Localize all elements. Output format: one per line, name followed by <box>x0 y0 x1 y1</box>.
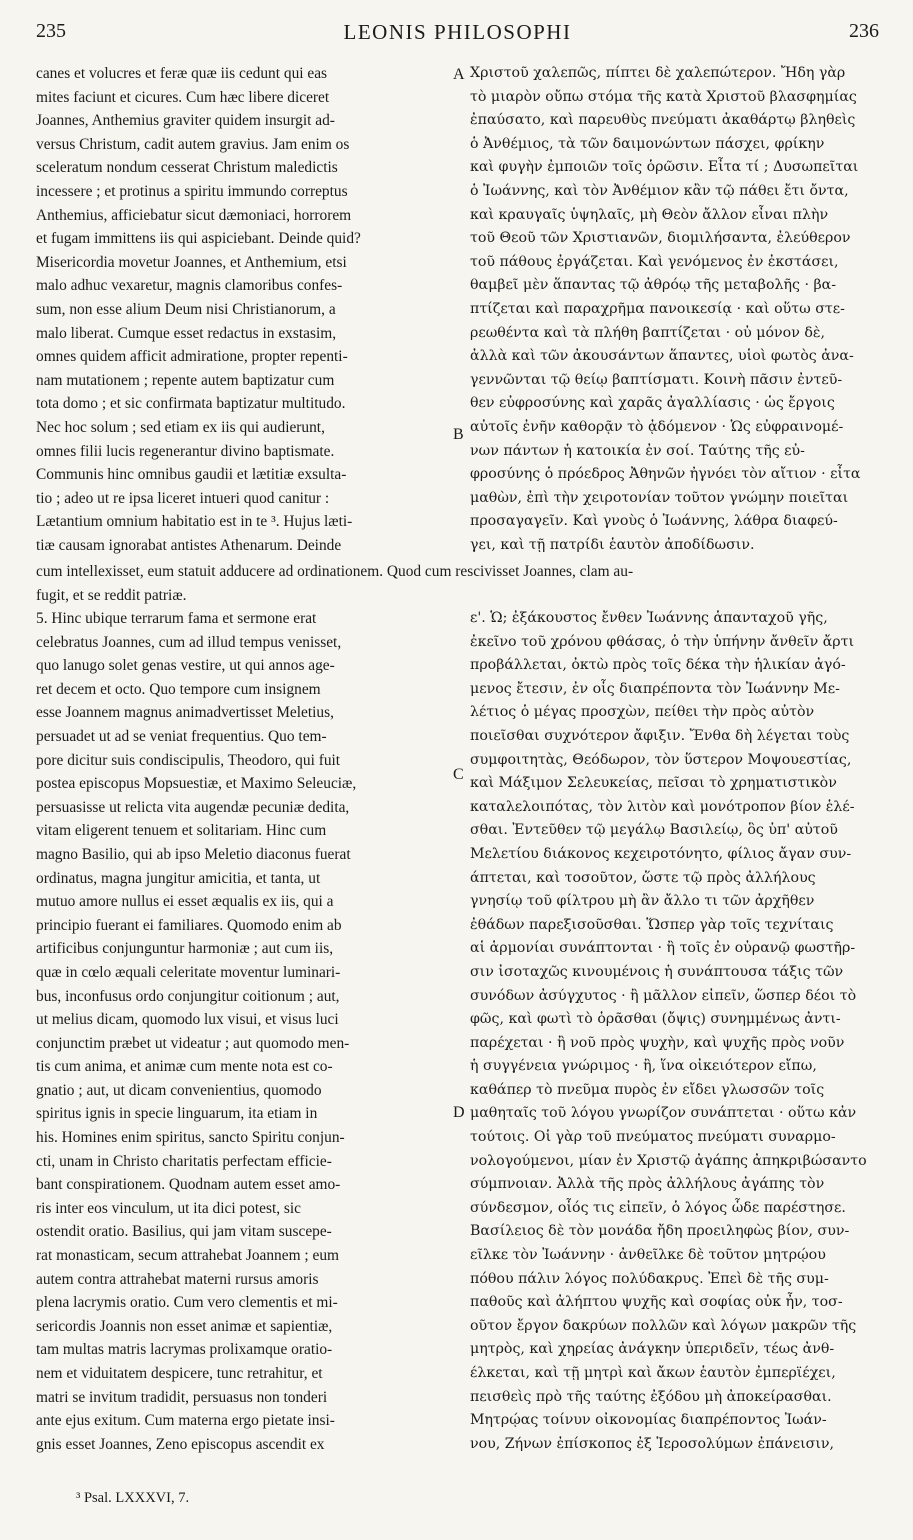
greek-line: θεν εὐφροσύνης καὶ χαρᾶς ἀγαλλίασις · ὡς ἔργοις <box>470 395 835 412</box>
greek-line: οῦτον ἔργον δακρύων πολλῶν καὶ λόγων μακρῶν τῆς <box>470 1317 857 1334</box>
latin-line: autem contra attrahebat materni rursus amoris <box>36 1270 319 1288</box>
greek-line: γεννῶνται τῷ θείῳ βαπτίσματι. Κοινὴ πᾶσιν ἐντεῦ- <box>470 371 843 388</box>
margin-marker-b: B <box>453 426 464 443</box>
latin-line: esse Joannem magnus animadvertisset Meletius, <box>36 704 334 722</box>
greek-line: ἡ συγγένεια γνώριμος · ἢ, ἵνα οἰκειότερον εἴπω, <box>470 1058 817 1075</box>
latin-line: sericordis Joannis non esset animæ et sapientiæ, <box>36 1317 333 1335</box>
greek-line: παθοῦς καὶ ἀλήπτου ψυχῆς καὶ σοφίας οὐκ ἦν, τοσ- <box>470 1294 843 1311</box>
greek-line: γει, καὶ τῇ πατρίδι ἑαυτὸν ἀποδίδωσιν. <box>470 536 755 553</box>
greek-line: ἀλλὰ καὶ τῶν ἀκουσάντων ἅπαντες, υἱοὶ φωτὸς ἀνα- <box>470 348 854 365</box>
latin-line: principio fuerant ei familiares. Quomodo enim ab <box>36 916 342 934</box>
page-number-left: 235 <box>36 20 66 42</box>
greek-line: φροσύνης ὁ πρόεδρος Ἀθηνῶν ἠγνόει τὸν αἴτιον · εἶτα <box>470 466 861 483</box>
latin-line: ris inter eos vinculum, ut ita dici potest, sic <box>36 1199 302 1217</box>
running-header <box>36 14 879 44</box>
greek-line: ἐπαύσατο, καὶ παρευθὺς πνεύματι ἀκαθάρτῳ βληθεὶς <box>470 112 856 129</box>
greek-line: πτίζεται καὶ παραχρῆμα πανοικεσίᾳ · καὶ οὕτω στε- <box>470 300 845 317</box>
greek-line: ὁ Ἰωάννης, καὶ τὸν Ἀνθέμιον κἂν τῷ πάθει ἔτι ὄντα, <box>470 182 849 199</box>
latin-line: tis cum anima, et animæ cum mente nota est co- <box>36 1058 333 1076</box>
greek-line: άπτεται, καὶ τοσοῦτον, ὥστε τῷ πρὸς ἀλλήλους <box>470 869 816 886</box>
full-width-line: fugit, et se reddit patriæ. <box>36 586 187 604</box>
greek-line: σύνδεσμον, οἷός τις εἰπεῖν, ὁ λόγος ὧδε παρέστησε. <box>470 1199 846 1216</box>
greek-line: καταλελοιπότας, τὸν λιτὸν καὶ μονότροπον βίον ἑλέ- <box>470 798 855 815</box>
full-width-line: cum intellexisset, eum statuit adducere ad ordinationem. Quod cum rescivisset Joannes, clam au- <box>36 563 634 580</box>
latin-line: gnatio ; aut, ut dicam convenientius, quomodo <box>36 1081 322 1099</box>
greek-line: Μητρῴας τοίνυν οἰκονομίας διαπρέποντος Ἰωάν- <box>470 1412 827 1429</box>
latin-line: 5. Hinc ubique terrarum fama et sermone erat <box>36 610 317 627</box>
margin-marker-d: D <box>453 1104 465 1121</box>
greek-line: θαμβεῖ μὲν ἅπαντας τῷ ἀθρόῳ τῆς μεταβολῆς · βα- <box>470 277 837 294</box>
latin-line: vitam eligerent tenuem et solitariam. Hinc cum <box>36 822 327 840</box>
footnote: ³ Psal. LXXXVI, 7. <box>76 1490 190 1506</box>
latin-line: tiæ causam ignorabat antistes Athenarum. Deinde <box>36 536 342 554</box>
greek-line: μαθηταῖς τοῦ λόγου γνωρίζον συνάπτεται · οὕτω κἀν <box>470 1105 857 1122</box>
greek-line: φῶς, καὶ φωτὶ τὸ ὁρᾶσθαι (ὄψις) συνημμένως ἀντι- <box>470 1011 841 1028</box>
greek-line: λέτιος ὁ μέγας προσχὼν, πείθει τὴν πρὸς αὐτὸν <box>470 704 815 721</box>
latin-line: omnes filii lucis regenerantur divino baptismate. <box>36 442 335 460</box>
latin-line: Nec hoc solum ; sed etiam ex iis qui audierunt, <box>36 418 325 436</box>
running-title: LEONIS PHILOSOPHI <box>343 20 572 44</box>
latin-line: matri se invitum tradidit, persuasus non tonderi <box>36 1388 328 1406</box>
latin-column-bottom <box>36 607 454 1456</box>
greek-line: Βασίλειος δὲ τὸν μονάδα ἤδη προειληφὼς βίον, συν- <box>470 1223 850 1240</box>
latin-line: canes et volucres et feræ quæ iis cedunt qui eas <box>36 65 328 82</box>
greek-line: τὸ μιαρὸν οὔπω στόμα τῆς κατὰ Χριστοῦ βλασφημίας <box>470 88 857 105</box>
latin-line: his. Homines enim spiritus, sancto Spiritu conjun- <box>36 1129 345 1147</box>
greek-line: συμφοιτητὰς, Θεόδωρον, τὸν ὕστερον Μοψουεστίας, <box>470 751 852 768</box>
greek-line: προσαγαγεῖν. Καὶ γνοὺς ὁ Ἰωάννης, λάθρα διαφεύ- <box>470 513 838 530</box>
greek-line: ρεωθέντα καὶ τὰ πλήθη βαπτίζεται · οὐ μόνον δὲ, <box>470 324 826 341</box>
greek-line: σιν ἰσοταχῶς κινουμένοις ἡ συνάπτουσα τάξις τῶν <box>470 963 844 980</box>
greek-line: νολογούμενοι, μίαν ἐν Χριστῷ ἀγάπης ἀπηκριβώσαντο <box>470 1152 867 1169</box>
greek-line: καὶ Μάξιμον Σελευκείας, πεῖσαι τὸ χρηματιστικὸν <box>470 775 837 792</box>
greek-line: τοῦ πάθους ἐργάζεται. Καὶ γενόμενος ἐν ἐκστάσει, <box>470 253 839 270</box>
latin-line: bus, inconfusus ordo conjungitur coitionum ; aut, <box>36 987 340 1005</box>
latin-line: Joannes, Anthemius graviter quidem insurgit ad- <box>36 112 335 130</box>
latin-line: ordinatus, magna jungitur amicitia, et tanta, ut <box>36 869 321 887</box>
greek-line: ποιεῖσθαι συχνότερον ἄφιξιν. Ἔνθα δὴ λέγεται τοὺς <box>470 727 850 744</box>
latin-line: ostendit oratio. Basilius, qui jam vitam suscepe- <box>36 1223 332 1241</box>
greek-line: γνησίῳ τοῦ φίλτρου μὴ ἂν ἄλλο τι τῶν ἀρχῆθεν <box>470 893 815 910</box>
full-width-lines <box>36 560 882 607</box>
greek-line: ἐθάδων παρεξισοῦσθαι. Ὥσπερ γὰρ τοῖς τεχνίταις <box>470 916 834 933</box>
greek-line: σύμπνοιαν. Ἀλλὰ τῆς πρὸς ἀλλήλους ἀγάπης τὸν <box>470 1176 825 1193</box>
greek-line: καὶ φυγὴν ἐμποιῶν τοῖς ὁρῶσιν. Εἶτα τί ; Δυσωπεῖται <box>470 159 859 176</box>
greek-line: μενος ἔτεσιν, ἐν οἷς διαπρέποντα τὸν Ἰωάννην Με- <box>470 680 840 697</box>
latin-line: magno Basilio, qui ab ipso Meletio diaconus fuerat <box>36 845 351 863</box>
greek-line: μαθὼν, ἐπὶ τὴν χειροτονίαν τοῦτον γνώμην ποιεῖται <box>470 489 849 506</box>
latin-line: persuadet ut ad se veniat frequentius. Quo tem- <box>36 727 327 745</box>
greek-line: σθαι. Ἐντεῦθεν τῷ μεγάλῳ Βασιλείῳ, ὃς ὑπ' αὐτοῦ <box>470 822 838 839</box>
greek-line: ὁ Ἀνθέμιος, τὰ τῶν δαιμονώντων πάσχει, φρίκην <box>470 135 825 152</box>
latin-line: nem et viduitatem despicere, tunc retrahitur, et <box>36 1365 323 1382</box>
greek-line: αὐτοῖς ἐνῆν καθορᾷν τὸ ᾀδόμενον · Ὡς εὐφραινομέ- <box>470 418 844 435</box>
latin-line: omnes quidem afficit admiratione, propter repenti- <box>36 348 348 366</box>
greek-line: πόθου πάλιν λόγος πολύδακρυς. Ἐπεὶ δὲ τῆς συμ- <box>470 1270 829 1287</box>
latin-line: et fugam immittens iis qui aspiciebant. Deinde quid? <box>36 230 361 248</box>
latin-line: ut melius dicam, quomodo lux visui, et visus luci <box>36 1011 339 1029</box>
greek-line: Χριστοῦ χαλεπῶς, πίπτει δὲ χαλεπώτερον. Ἤδη γὰρ <box>470 65 846 81</box>
greek-column-top <box>470 62 882 557</box>
latin-line: versus Christum, cadit autem gravius. Jam enim os <box>36 135 350 153</box>
greek-line: τοῦ Θεοῦ τῶν Χριστιανῶν, διομιλήσαντα, ἐλεύθερον <box>470 230 851 247</box>
latin-line: spiritus ignis in specie linguarum, ita etiam in <box>36 1105 318 1123</box>
latin-line: persuasisse ut relicta vita augendæ pecuniæ dedita, <box>36 798 350 816</box>
latin-line: tota domo ; et sic confirmata baptizatur multitudo. <box>36 395 346 413</box>
latin-line: Anthemius, afficiebatur sicut dæmoniaci, horrorem <box>36 206 352 224</box>
page-number-right: 236 <box>849 20 879 42</box>
greek-line: ἐκεῖνο τοῦ χρόνου φθάσας, ὁ τὴν ὑπήνην ἄνθεῖν ἄρτι <box>470 633 855 650</box>
margin-marker-c: C <box>453 766 464 783</box>
latin-line: celebratus Joannes, cum ad illud tempus venisset, <box>36 633 342 651</box>
greek-line: παρέχεται · ἢ νοῦ πρὸς ψυχὴν, καὶ ψυχῆς πρὸς νοῦν <box>470 1034 845 1051</box>
greek-line: αἱ ἁρμονίαι συνάπτονται · ἢ τοῖς ἐν οὐρανῷ φωστῆρ- <box>470 940 856 957</box>
greek-line: μητρὸς, καὶ χηρείας ἀνάγκην ὑπεριδεῖν, τέως ἀνθ- <box>470 1341 835 1358</box>
latin-line: ante ejus exitum. Cum materna ergo pietate insi- <box>36 1412 335 1430</box>
latin-line: ret decem et octo. Quo tempore cum insignem <box>36 680 321 698</box>
greek-line: πεισθεὶς πρὸ τῆς ταύτης ἐξόδου μὴ ἀποκείρασθαι. <box>470 1388 832 1405</box>
latin-line: bant conspirationem. Quodnam autem esset amo- <box>36 1176 341 1194</box>
greek-line: καθάπερ τὸ πνεῦμα πυρὸς ἐν εἴδει γλωσσῶν τοῖς <box>470 1081 825 1098</box>
latin-line: Lætantium omnium habitatio est in te ³. Hujus læti- <box>36 513 353 531</box>
latin-line: mutuo amore nullus ei esset æqualis ex iis, qui a <box>36 893 334 911</box>
latin-line: pore dicitur suis condiscipulis, Theodoro, qui fuit <box>36 751 341 769</box>
latin-line: gnis esset Joannes, Zeno episcopus ascendit ex <box>36 1435 325 1453</box>
greek-line: έλκεται, καὶ τῇ μητρὶ καὶ ἄκων ἑαυτὸν ἐμπερϊέχει, <box>470 1365 836 1381</box>
latin-line: malo liberat. Cumque esset redactus in exstasim, <box>36 324 337 342</box>
latin-line: rat monasticam, secum attrahebat Joannem ; eum <box>36 1247 340 1265</box>
greek-line: προβάλλεται, ὀκτὼ πρὸς τοῖς δέκα τὴν ἡλικίαν ἀγό- <box>470 657 846 674</box>
greek-line: νου, Ζήνων ἐπίσκοπος ἐξ Ἱεροσολύμων ἐπάνεισιν, <box>470 1435 835 1452</box>
latin-line: conjunctim præbet ut videatur ; aut quomodo men- <box>36 1034 350 1052</box>
margin-marker-a: A <box>453 66 465 83</box>
latin-line: malo adhuc vexaretur, magnis clamoribus confes- <box>36 277 343 295</box>
latin-line: tio ; adeo ut re ipsa liceret intueri quod canitur : <box>36 489 330 507</box>
greek-line: καὶ κραυγαῖς ὑψηλαῖς, μὴ Θεὸν ἄλλον εἶναι πλὴν <box>470 206 829 223</box>
latin-line: sum, non esse alium Deum nisi Christianorum, a <box>36 300 336 318</box>
latin-line: nam mutationem ; repente autem baptizatur cum <box>36 371 335 389</box>
latin-line: quæ in cœlo æquali celeritate moventur luminari- <box>36 963 341 981</box>
latin-line: tam multas matris lacrymas prolixamque oratio- <box>36 1341 333 1359</box>
greek-column-bottom <box>470 607 882 1456</box>
greek-line: συνόδων ἀσύγχυτος · ἢ μᾶλλον εἰπεῖν, ὥσπερ δέοι τὸ <box>470 987 857 1004</box>
latin-line: quo lanugo solet genas vestire, ut qui annos age- <box>36 657 335 675</box>
latin-line: sceleratum nondum cesserat Christum maledictis <box>36 159 338 177</box>
latin-line: Misericordia movetur Joannes, et Anthemium, etsi <box>36 253 347 271</box>
latin-line: mites faciunt et cicures. Cum hæc libere diceret <box>36 88 330 106</box>
latin-column-top <box>36 62 454 557</box>
latin-line: postea episcopus Mopsuestiæ, et Maximo Seleuciæ, <box>36 775 357 793</box>
greek-line: ε'. Ὡ; ἐξάκουστος ἔνθεν Ἰωάννης ἁπανταχοῦ γῆς, <box>470 610 828 626</box>
greek-line: τούτοις. Οἱ γὰρ τοῦ πνεύματος πνεύματι συναρμο- <box>470 1129 836 1146</box>
latin-line: Communis hinc omnibus gaudii et lætitiæ exsulta- <box>36 466 347 484</box>
greek-line: Μελετίου διάκονος κεχειροτόνητο, φίλιος ἄγαν συν- <box>470 845 852 862</box>
latin-line: plena lacrymis oratio. Cum vero clementis et mi- <box>36 1294 338 1312</box>
latin-line: incessere ; et protinus a spiritu immundo correptus <box>36 182 348 200</box>
greek-line: εῖλκε τὸν Ἰωάννην · ἀνθεῖλκε δὲ τοῦτον μητρῴου <box>470 1247 826 1264</box>
greek-line: νων πάντων ἡ κατοικία ἐν σοί. Ταύτης τῆς εὐ- <box>470 442 805 459</box>
latin-line: cti, unam in Christo charitatis perfectam efficie- <box>36 1152 332 1170</box>
latin-line: artificibus conjunguntur harmoniæ ; aut cum iis, <box>36 940 334 958</box>
